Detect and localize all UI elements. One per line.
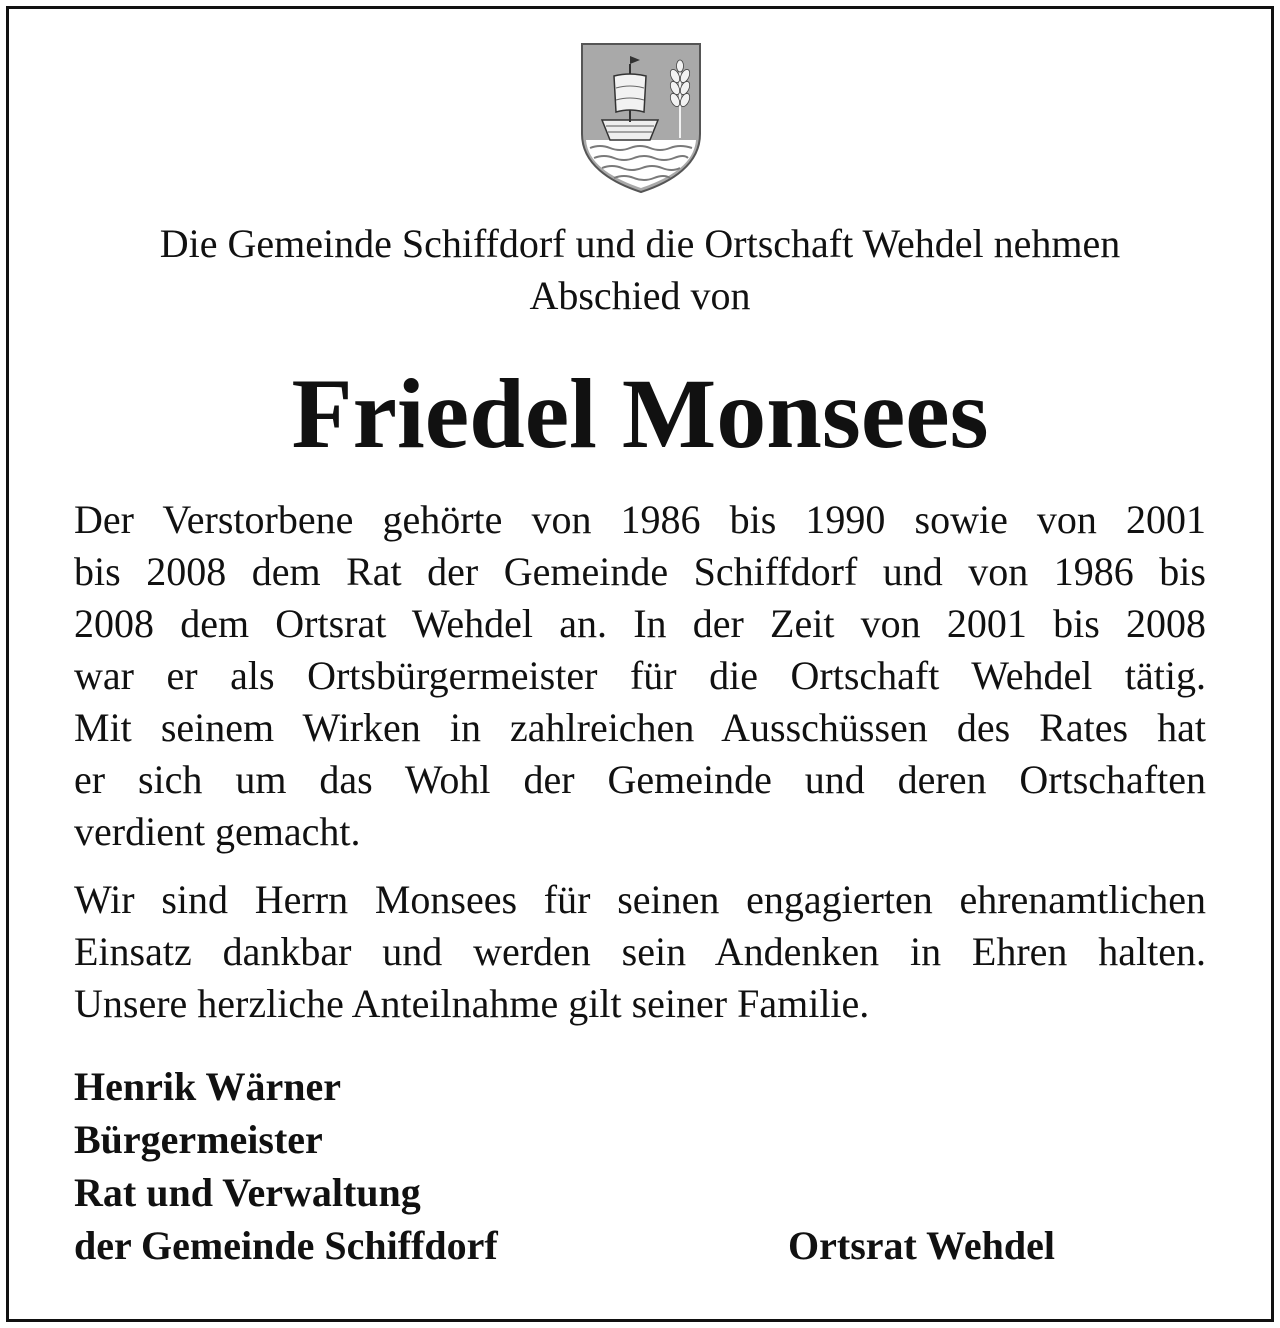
paragraph-line: Unsere herzliche Anteilnahme gilt seiner Familie. [74,981,870,1026]
paragraph-line: Wir sind Herrn Monsees für seinen engagierten ehrenamtlichen [74,877,1206,922]
intro-text [40,218,1240,322]
coat-of-arms-icon [580,42,702,194]
paragraph-line: verdient gemacht. [74,809,361,854]
signer-body: Rat und Verwaltung [74,1170,421,1215]
paragraph-tribute [74,494,1206,858]
paragraph-line: er sich um das Wohl der Gemeinde und deren Ortschaften [74,757,1206,802]
paragraph-condolence [74,874,1206,1030]
signature-right: Ortsrat Wehdel [788,1223,1056,1268]
paragraph-line: 2008 dem Ortsrat Wehdel an. In der Zeit von 2001 bis 2008 [74,601,1206,646]
paragraph-line: bis 2008 dem Rat der Gemeinde Schiffdorf und von 1986 bis [74,549,1206,594]
paragraph-line: Der Verstorbene gehörte von 1986 bis 1990 sowie von 2001 [74,497,1206,542]
paragraph-line: war er als Ortsbürgermeister für die Ortschaft Wehdel tätig. [74,653,1206,698]
signer-name: Henrik Wärner [74,1064,342,1109]
signer-municipality: der Gemeinde Schiffdorf [74,1223,498,1268]
paragraph-line: Mit seinem Wirken in zahlreichen Ausschüssen des Rates hat [74,705,1206,750]
paragraph-line: Einsatz dankbar und werden sein Andenken in Ehren halten. [74,929,1206,974]
intro-line-2: Abschied von [529,273,751,318]
intro-line-1: Die Gemeinde Schiffdorf und die Ortschaft Wehdel nehmen [159,221,1121,266]
signature-left [74,1060,498,1272]
signer-title: Bürgermeister [74,1117,323,1162]
deceased-name: Friedel Monsees [291,358,989,469]
